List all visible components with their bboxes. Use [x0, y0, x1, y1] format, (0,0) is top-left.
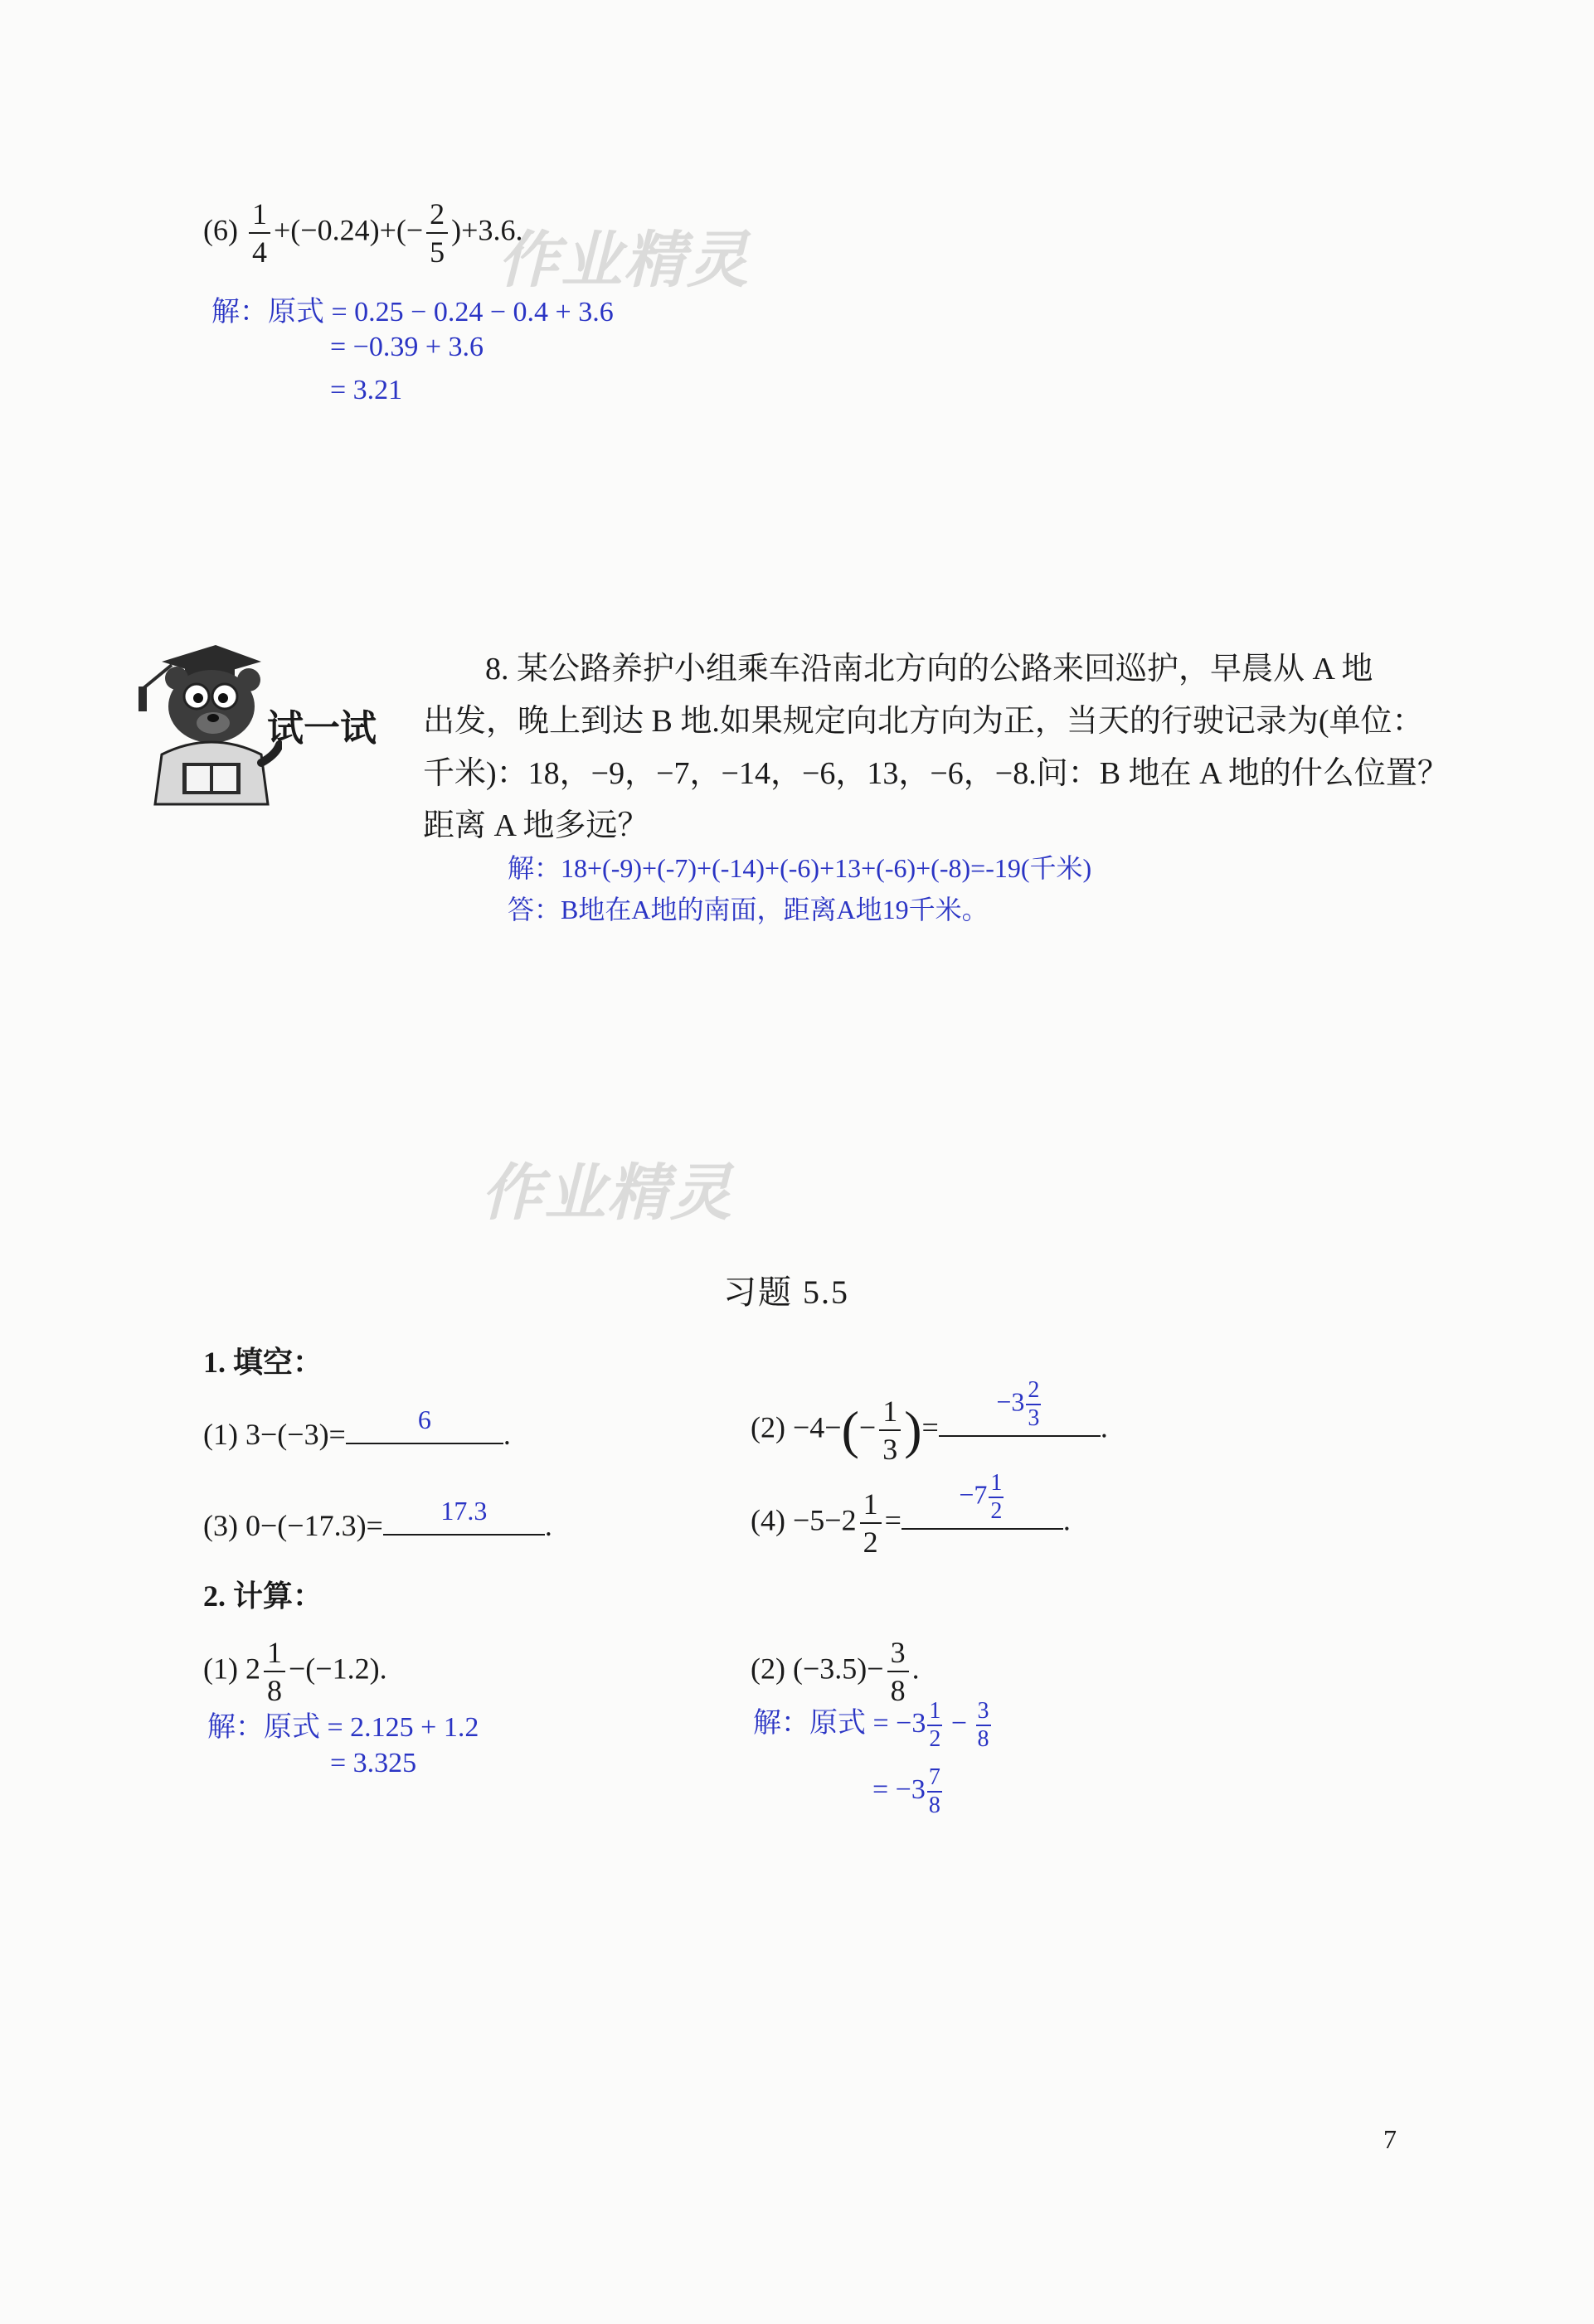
- question-1-1: (1) 3−(−3)= 6 .: [203, 1405, 511, 1451]
- question-2-1-solution-2: = 3.325: [330, 1748, 417, 1778]
- page-number: 7: [1383, 2124, 1397, 2154]
- question-2-2-solution-1: 解：原式 = −3 $\frac{1}{2}$ − $\frac{3}{8}$: [753, 1698, 989, 1753]
- answer-blank: −7 $\frac{1}{2}$: [901, 1495, 1063, 1530]
- problem-8-line-4: 距离 A 地多远？: [423, 808, 649, 843]
- question-1-4: (4) −5−2 $\frac{1}{2}$ = −7 $\frac{1}{2}$ .: [751, 1470, 1071, 1559]
- answer-blank: −3 $\frac{2}{3}$: [939, 1402, 1101, 1437]
- watermark: 作业精灵: [498, 225, 750, 296]
- bear-scholar-icon: [137, 638, 282, 813]
- question-2-2-solution-2: = −3 $\frac{7}{8}$: [872, 1764, 940, 1818]
- question-2-title: 2. 计算：: [203, 1579, 323, 1613]
- watermark: 作业精灵: [481, 1157, 733, 1229]
- problem-6-solution-2: = −0.39 + 3.6: [330, 332, 484, 362]
- fraction: $\frac{2}{5}$: [426, 199, 448, 267]
- problem-8-solution: 解：18+(-9)+(-7)+(-14)+(-6)+13+(-6)+(-8)=-19(千米): [508, 853, 1092, 883]
- problem-6-label: (6): [203, 213, 238, 247]
- fraction: $\frac{1}{8}$: [264, 1637, 285, 1705]
- problem-8-line-3: 千米)：18，−9，−7，−14，−6，13，−6，−8.问：B 地在 A 地的什么位置？: [423, 756, 1449, 791]
- fraction: $\frac{1}{4}$: [249, 199, 270, 267]
- fraction: $\frac{1}{2}$: [860, 1489, 882, 1557]
- fraction: $\frac{1}{2}$: [929, 1698, 941, 1753]
- fraction: $\frac{7}{8}$: [928, 1764, 940, 1818]
- try-it-label: 试一试: [267, 707, 377, 750]
- exercise-title: 习题 5.5: [723, 1274, 849, 1311]
- question-2-1: (1) 2 $\frac{1}{8}$ −(−1.2).: [203, 1636, 387, 1707]
- problem-8-line-1: 8. 某公路养护小组乘车沿南北方向的公路来回巡护，早晨从 A 地: [485, 652, 1373, 687]
- fraction: $\frac{3}{8}$: [887, 1637, 909, 1705]
- problem-6-solution-3: = 3.21: [330, 375, 403, 405]
- problem-8-answer: 答：B地在A地的南面，距离A地19千米。: [508, 895, 989, 924]
- question-2-2: (2) (−3.5)− $\frac{3}{8}$ .: [751, 1636, 920, 1707]
- question-2-1-solution-1: 解：原式 = 2.125 + 1.2: [207, 1712, 479, 1743]
- problem-8-line-2: 出发，晚上到达 B 地.如果规定向北方向为正，当天的行驶记录为(单位：: [423, 704, 1424, 739]
- fraction: $\frac{1}{3}$: [879, 1396, 901, 1464]
- problem-6-solution-1: 解：原式 = 0.25 − 0.24 − 0.4 + 3.6: [211, 297, 614, 327]
- fraction: $\frac{1}{2}$: [990, 1470, 1003, 1525]
- answer-blank: 17.3: [383, 1501, 545, 1536]
- answer-blank: 6: [346, 1409, 503, 1444]
- fraction: $\frac{2}{3}$: [1028, 1377, 1040, 1432]
- problem-6: (6) $\frac{1}{4}$ +(−0.24)+(− $\frac{2}{5}$ )+3.6.: [203, 197, 523, 269]
- question-1-2: (2) −4−(− $\frac{1}{3}$ )= −3 $\frac{2}{3}$ .: [751, 1377, 1108, 1466]
- question-1-3: (3) 0−(−17.3)= 17.3 .: [203, 1496, 552, 1542]
- fraction: $\frac{3}{8}$: [977, 1698, 989, 1753]
- question-1-title: 1. 填空：: [203, 1346, 323, 1379]
